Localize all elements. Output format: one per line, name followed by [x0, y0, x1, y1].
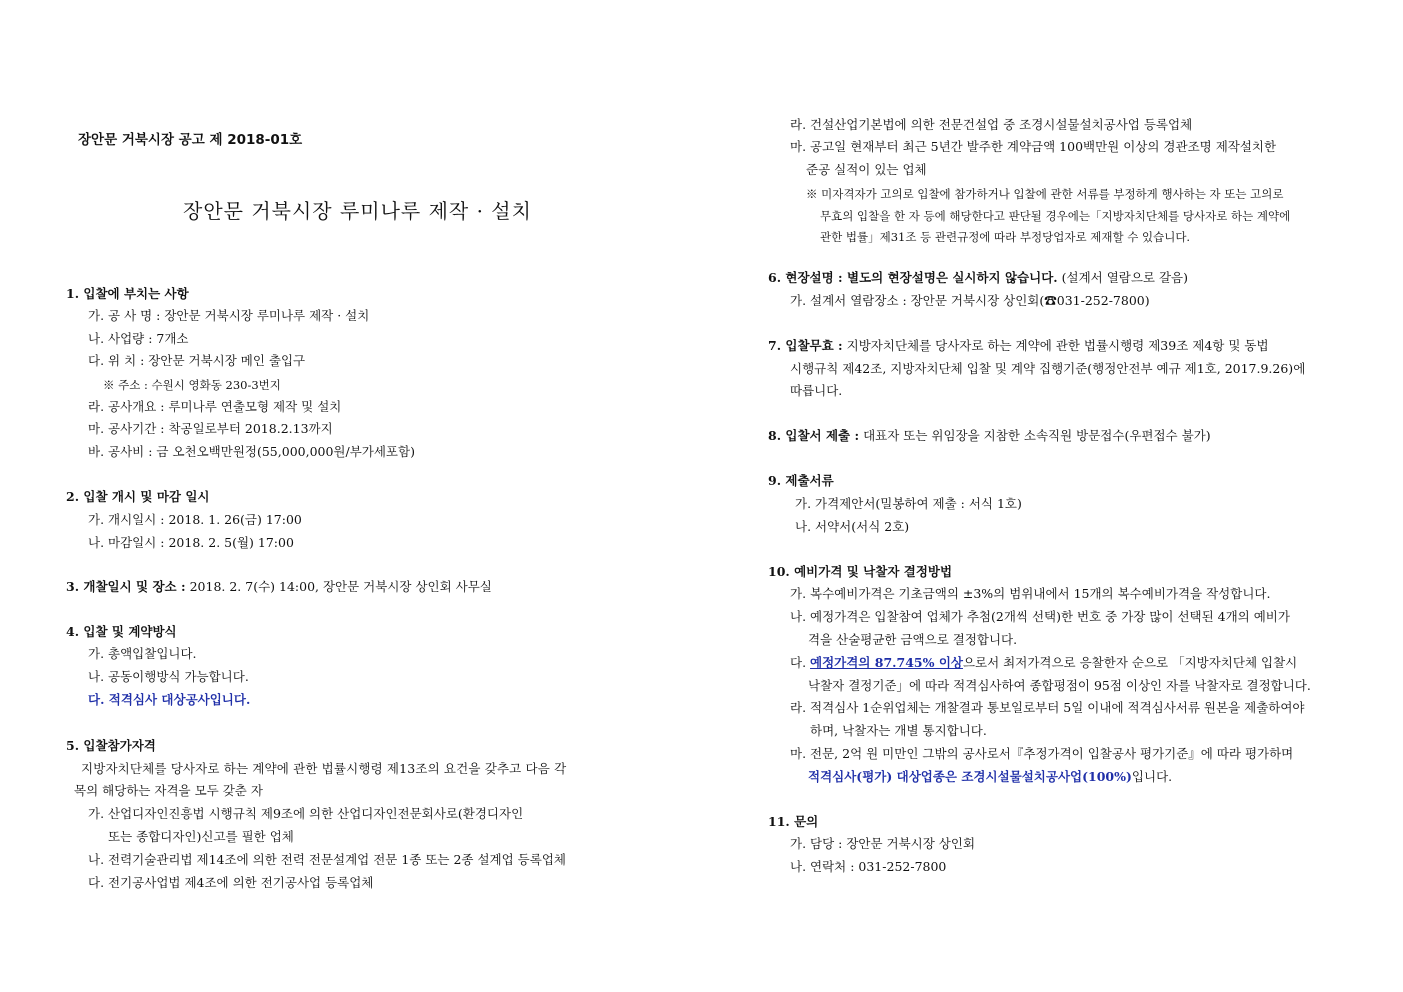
s5-cont-item: 라. 건설산업기본법에 의한 전문건설업 중 조경시설물설치공사업 등록업체 — [790, 117, 1193, 132]
s5-intro: 목의 해당하는 자격을 모두 갖춘 자 — [74, 783, 263, 798]
disqualification-note: 관한 법률」제31조 등 관련규정에 따라 부정당업자로 제재할 수 있습니다. — [820, 230, 1191, 244]
notice-number: 장안문 거북시장 공고 제 2018-01호 — [78, 132, 303, 148]
section-11-heading: 11. 문의 — [768, 814, 819, 829]
section-3-heading: 3. 개찰일시 및 장소 : — [66, 579, 186, 594]
disqualification-note: 무효의 입찰을 한 자 등에 해당한다고 판단될 경우에는「지방자치단체를 당사자로 하는 계약에 — [820, 209, 1291, 223]
section-7-text: 지방자치단체를 당사자로 하는 계약에 관한 법률시행령 제39조 제4항 및 동법 — [842, 338, 1269, 353]
s4-item: 가. 총액입찰입니다. — [88, 646, 197, 661]
section-6 — [768, 270, 1188, 286]
s5-item: 가. 산업디자인진흥법 시행규칙 제9조에 의한 산업디자인전문회사로(환경디자인 — [88, 806, 524, 821]
planned-price-threshold: 예정가격의 87.745% 이상 — [810, 655, 963, 670]
s9-item: 나. 서약서(서식 2호) — [795, 519, 910, 534]
section-1-heading: 1. 입찰에 부치는 사항 — [66, 286, 189, 301]
s1-item: 마. 공사기간 : 착공일로부터 2018.2.13까지 — [88, 421, 333, 436]
document-title: 장안문 거북시장 루미나루 제작 · 설치 — [183, 199, 532, 223]
section-9-heading: 9. 제출서류 — [768, 473, 834, 488]
s9-item: 가. 가격제안서(밀봉하여 제출 : 서식 1호) — [795, 496, 1022, 511]
s5-item: 다. 전기공사업법 제4조에 의한 전기공사업 등록업체 — [88, 875, 374, 890]
section-3-text: 2018. 2. 7(수) 14:00, 장안문 거북시장 상인회 사무실 — [185, 579, 492, 594]
s5-item: 또는 종합디자인)신고를 필한 업체 — [108, 829, 294, 844]
s4-emphasis: 다. 적격심사 대상공사입니다. — [88, 692, 251, 707]
section-3 — [66, 579, 492, 595]
s10-item: 하며, 낙찰자는 개별 통지합니다. — [810, 723, 987, 738]
s10-da-prefix: 다. — [790, 655, 811, 670]
section-8-heading: 8. 입찰서 제출 : — [768, 428, 860, 443]
s10-item-da — [790, 655, 1297, 671]
s1-item: 라. 공사개요 : 루미나루 연출모형 제작 및 설치 — [88, 399, 342, 414]
s10-item-ma — [808, 769, 1172, 785]
s5-intro: 지방자치단체를 당사자로 하는 계약에 관한 법률시행령 제13조의 요건을 갖추고 다음 각 — [81, 761, 567, 776]
s1-item: 바. 공사비 : 금 오천오백만원정(55,000,000원/부가세포함) — [88, 444, 415, 459]
s5-cont-item: 마. 공고일 현재부터 최근 5년간 발주한 계약금액 100백만원 이상의 경관조명 제작설치한 — [790, 139, 1277, 154]
section-2-heading: 2. 입찰 개시 및 마감 일시 — [66, 489, 210, 504]
s7-text: 시행규칙 제42조, 지방자치단체 입찰 및 계약 집행기준(행정안전부 예규 제1호, 2017.9.26)에 — [790, 361, 1306, 376]
s5-item: 나. 전력기술관리법 제14조에 의한 전력 전문설계업 전문 1종 또는 2종 설계업 등록업체 — [88, 852, 566, 867]
s5-cont-item: 준공 실적이 있는 업체 — [806, 162, 927, 177]
s1-item: 다. 위 치 : 장안문 거북시장 메인 출입구 — [88, 353, 306, 368]
eligible-industry: 적격심사(평가) 대상업종은 조경시설물설치공사업(100%) — [808, 769, 1132, 784]
section-8 — [768, 428, 1211, 444]
s1-item: 가. 공 사 명 : 장안문 거북시장 루미나루 제작 · 설치 — [88, 308, 370, 323]
s6-item: 가. 설계서 열람장소 : 장안문 거북시장 상인회(☎031-252-7800) — [790, 293, 1150, 308]
s1-address-note: ※ 주소 : 수원시 영화동 230-3번지 — [103, 378, 281, 392]
s11-item: 나. 연락처 : 031-252-7800 — [790, 859, 947, 874]
section-6-heading: 6. 현장설명 : 별도의 현장설명은 실시하지 않습니다. — [768, 270, 1058, 285]
s1-item: 나. 사업량 : 7개소 — [88, 331, 189, 346]
section-8-text: 대표자 또는 위임장을 지참한 소속직원 방문접수(우편접수 불가) — [859, 428, 1211, 443]
s10-item: 나. 예정가격은 입찰참여 업체가 추첨(2개씩 선택)한 번호 중 가장 많이 선택된 4개의 예비가 — [790, 609, 1290, 624]
section-5-heading: 5. 입찰참가자격 — [66, 738, 156, 753]
s2-item: 가. 개시일시 : 2018. 1. 26(금) 17:00 — [88, 512, 302, 527]
disqualification-note: ※ 미자격자가 고의로 입찰에 참가하거나 입찰에 관한 서류를 부정하게 행사하는 자 또는 고의로 — [806, 187, 1284, 201]
section-10-heading: 10. 예비가격 및 낙찰자 결정방법 — [768, 564, 953, 579]
s2-item: 나. 마감일시 : 2018. 2. 5(월) 17:00 — [88, 535, 294, 550]
s11-item: 가. 담당 : 장안문 거북시장 상인회 — [790, 836, 976, 851]
section-6-suffix: (설계서 열람으로 갈음) — [1057, 270, 1188, 285]
s10-item: 격을 산술평균한 금액으로 결정합니다. — [808, 632, 1018, 647]
s10-item: 낙찰자 결정기준」에 따라 적격심사하여 종합평점이 95점 이상인 자를 낙찰자로 결정합니다. — [808, 678, 1311, 693]
s10-da-text: 으로서 최저가격으로 응찰한자 순으로 「지방자치단체 입찰시 — [962, 655, 1298, 670]
s10-ma-suffix: 입니다. — [1131, 769, 1173, 784]
section-4-heading: 4. 입찰 및 계약방식 — [66, 624, 177, 639]
s4-item: 나. 공동이행방식 가능합니다. — [88, 669, 249, 684]
s7-text: 따릅니다. — [790, 383, 843, 398]
s10-item: 가. 복수예비가격은 기초금액의 ±3%의 범위내에서 15개의 복수예비가격을 작성합니다. — [790, 586, 1271, 601]
section-7-heading: 7. 입찰무효 : — [768, 338, 843, 353]
s10-item: 라. 적격심사 1순위업체는 개찰결과 통보일로부터 5일 이내에 적격심사서류 원본을 제출하여야 — [790, 700, 1305, 715]
section-7 — [768, 338, 1269, 354]
s10-item: 마. 전문, 2억 원 미만인 그밖의 공사로서『추정가격이 입찰공사 평가기준』에 따라 평가하며 — [790, 746, 1294, 761]
